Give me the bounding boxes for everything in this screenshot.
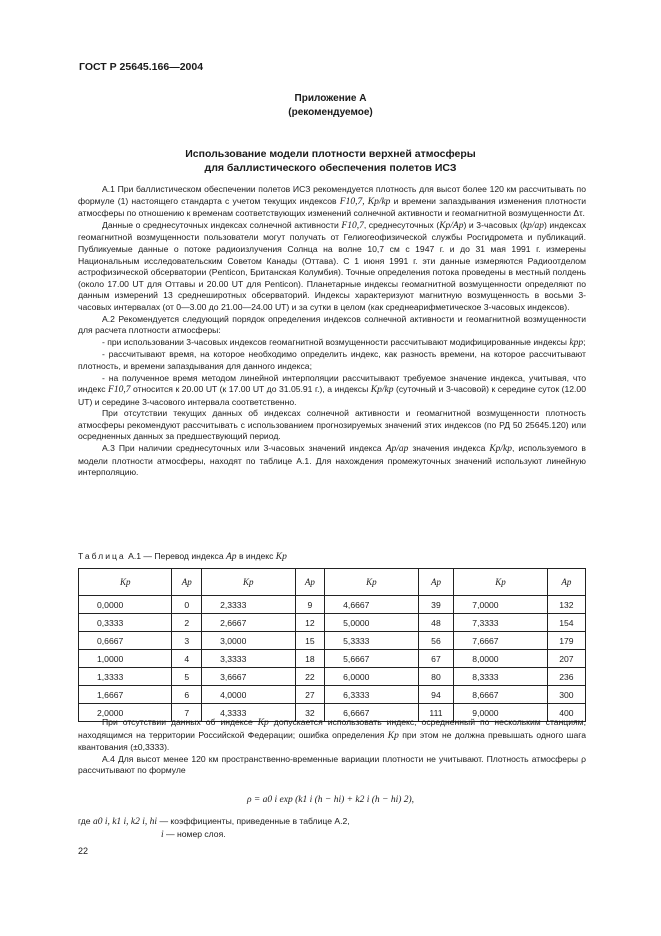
math-var: Kp/kp	[489, 444, 513, 455]
table-row	[79, 614, 586, 632]
paragraph-a1-1	[78, 184, 586, 220]
table-cell: 2,3333	[202, 596, 295, 614]
math-var: Kp	[275, 552, 287, 562]
math-var: kpp	[569, 337, 584, 348]
math-var: F10,7	[341, 220, 364, 231]
math-var: Ap/ap	[385, 444, 409, 455]
table-cell: 0,0000	[79, 596, 172, 614]
column-header: Ap	[295, 569, 325, 596]
table-cell: 94	[418, 686, 454, 704]
table-cell: 6,6667	[325, 704, 418, 722]
table-cell: 1,0000	[79, 650, 172, 668]
legend-line-2	[78, 828, 350, 841]
conversion-table	[78, 568, 586, 722]
caption-prefix: Таблица	[78, 551, 126, 561]
table-cell: 15	[295, 632, 325, 650]
table-cell: 4,0000	[202, 686, 295, 704]
table-cell: 7,0000	[454, 596, 547, 614]
text-span: - при использовании 3-часовых индексов геомагнитной возмущенности рассчитывают модифицированные индексы	[102, 336, 570, 347]
table-cell: 3,6667	[202, 668, 295, 686]
math-var: Kp/Ap	[439, 220, 464, 231]
text-span: — номер слоя.	[163, 829, 226, 839]
table-cell: 300	[547, 686, 585, 704]
table-cell: 27	[295, 686, 325, 704]
table-cell: 3,3333	[202, 650, 295, 668]
table-cell: 5,6667	[325, 650, 418, 668]
page-number: 22	[78, 846, 89, 856]
text-span: значения индекса	[408, 443, 490, 454]
table-cell: 4,6667	[325, 596, 418, 614]
table-cell: 3,0000	[202, 632, 295, 650]
math-var: Kp	[387, 730, 399, 741]
text-span: относится к 20.00 UT (к 17.00 UT до 31.05.91 г.), а индексы	[130, 384, 371, 395]
formula-legend	[78, 815, 350, 841]
table-cell: 7	[172, 704, 202, 722]
table-cell: 5,3333	[325, 632, 418, 650]
text-span: , используемого в модели плотности атмосферы, находят по таблице А.1. Для нахождения промежуточных значений используют линейную интерполяцию.	[78, 443, 587, 478]
text-span: , среднесуточных (	[363, 219, 440, 230]
table-cell: 2	[172, 614, 202, 632]
paragraph-a2-1: А.2 Рекомендуется следующий порядок определения индексов солнечной активности и геомагнитной возмущенности для расчета плотности атмосферы:	[78, 313, 586, 336]
text-span: в индекс	[236, 551, 276, 561]
table-cell: 2,0000	[79, 704, 172, 722]
table-cell: 207	[547, 650, 585, 668]
math-var: i	[161, 830, 164, 840]
text-span: (суточный и 3-часовой) к середине суток (12.00 UT) и середине 3-часового интервала соответственно.	[78, 384, 586, 407]
appendix-label: Приложение А	[294, 93, 367, 104]
paragraph-a2-4	[78, 373, 586, 409]
table-row	[79, 596, 586, 614]
paragraph-kp-missing	[78, 717, 586, 754]
table-cell: 6,3333	[325, 686, 418, 704]
math-var: Kp/kp	[370, 385, 394, 396]
text-span: А.1 При баллистическом обеспечении полетов ИСЗ рекомендуется плотность для высот более 120 км рассчитывать по формуле (1) настоящего стандарта с учетом текущих индексов	[78, 184, 586, 206]
table-cell: 0	[172, 596, 202, 614]
text-span: Данные о среднесуточных индексах солнечной активности	[102, 219, 342, 230]
table-cell: 9,0000	[454, 704, 547, 722]
text-span: допускается использовать индекс, осредненный по нескольким станциям, находящимся на территории Российской Федерации; ошибка определения	[78, 717, 586, 740]
table-cell: 5	[172, 668, 202, 686]
table-cell: 3	[172, 632, 202, 650]
table-cell: 67	[418, 650, 454, 668]
table-row	[79, 650, 586, 668]
appendix-title	[0, 147, 661, 175]
table-cell: 132	[547, 596, 585, 614]
table-cell: 236	[547, 668, 585, 686]
column-header: Kp	[202, 569, 295, 596]
table-cell: 179	[547, 632, 585, 650]
math-var: F10,7	[108, 385, 131, 396]
legend-line-1	[78, 815, 350, 828]
appendix-heading	[0, 92, 661, 120]
column-header: Ap	[547, 569, 585, 596]
paragraph-a2-3: - рассчитывают время, на которое необходимо определить индекс, как разность времени, на которое рассчитывают плотность, и времени запаздывания для данного индекса;	[78, 349, 586, 371]
text-span: ) и 3-часовых (	[463, 219, 523, 230]
table-cell: 2,6667	[202, 614, 295, 632]
table-cell: 5,0000	[325, 614, 418, 632]
text-span: при этом не должна превышать одного шага квантования (±0,3333).	[78, 729, 586, 753]
column-header: Kp	[325, 569, 418, 596]
text-span: - на полученное время методом линейной интерполяции рассчитывают требуемое значение индекса, учитывая, что индекс	[78, 372, 586, 395]
column-header: Ap	[172, 569, 202, 596]
column-header: Kp	[79, 569, 172, 596]
paragraph-a4: А.4 Для высот менее 120 км пространственно-временные вариации плотности не учитывают. Плотность атмосферы ρ рассчитывают по формуле	[78, 753, 586, 776]
paragraph-a1-2	[78, 220, 586, 314]
table-row	[79, 686, 586, 704]
text-span: При отсутствии данных об индексе	[102, 717, 258, 727]
title-line-1: Использование модели плотности верхней атмосферы	[185, 148, 476, 160]
body-text	[78, 184, 586, 479]
text-span: А.3 При наличии среднесуточных или 3-часовых значений индекса	[102, 443, 386, 454]
table-cell: 32	[295, 704, 325, 722]
table-cell: 56	[418, 632, 454, 650]
text-span: А.1 — Перевод индекса	[125, 551, 226, 561]
table-cell: 39	[418, 596, 454, 614]
table-cell: 6,0000	[325, 668, 418, 686]
table-cell: 4	[172, 650, 202, 668]
table-cell: 8,6667	[454, 686, 547, 704]
after-table-text	[78, 717, 586, 777]
table-cell: 111	[418, 704, 454, 722]
column-header: Kp	[454, 569, 547, 596]
table-cell: 22	[295, 668, 325, 686]
text-span: ;	[583, 336, 586, 347]
table-cell: 0,3333	[79, 614, 172, 632]
math-var: Ap	[226, 552, 237, 562]
table-cell: 1,6667	[79, 686, 172, 704]
table-cell: 8,3333	[454, 668, 547, 686]
table-caption	[78, 551, 287, 562]
table-cell: 9	[295, 596, 325, 614]
table-cell: 4,3333	[202, 704, 295, 722]
table-cell: 8,0000	[454, 650, 547, 668]
paragraph-a2-2	[78, 337, 586, 350]
column-header: Ap	[418, 569, 454, 596]
text-span: ) индексах геомагнитной возмущенности пользователи могут получать от Гелиогеофизической службы Росгидромета и публикаций. Публикуемые данные о потоке радиоизлучения Солнца на волне 10,7 см с 1947 г. и до 31 мая 1991 г. измерены Национальным исследовательским Советом Канады (Оттава). С 1 июня 1991 г. эти данные измеряются Радиоотделом астрофизической обсерватории (Penticon, Британская Колумбия). Точные определения потока проведены в местный полдень (около 17.00 UT для Оттавы и 20.00 UT для Penticon). Планетарные индексы геомагнитной возмущенности определяют по данным измерений 13 среднеширотных обсерваторий. Индексы характеризуют магнитную возмущенность в восьми 3-часовых интервалах (от 0—3.00 до 21.00—24.00 UT) и за сутки в целом (как среднеарифметическое 3-часовых индексов).	[78, 219, 587, 312]
table-cell: 400	[547, 704, 585, 722]
standard-header: ГОСТ Р 25645.166—2004	[79, 61, 204, 73]
table-cell: 0,6667	[79, 632, 172, 650]
paragraph-a3	[78, 443, 586, 479]
math-var: kp/ap	[522, 220, 544, 231]
table-header-row	[79, 569, 586, 596]
text-span: и времени запаздывания изменения плотности атмосферы по отношению к временам соответствующих изменений солнечной активности и геомагнитной возмущенности Δτ.	[78, 195, 586, 219]
table-cell: 7,3333	[454, 614, 547, 632]
density-formula	[0, 795, 661, 805]
text-span: — коэффициенты, приведенные в таблице А.2,	[157, 816, 350, 826]
table-cell: 18	[295, 650, 325, 668]
table-cell: 48	[418, 614, 454, 632]
title-line-2: для баллистического обеспечения полетов ИСЗ	[204, 162, 457, 174]
table-cell: 12	[295, 614, 325, 632]
table-body	[79, 596, 586, 722]
table-cell: 1,3333	[79, 668, 172, 686]
table-cell: 6	[172, 686, 202, 704]
table-row	[79, 668, 586, 686]
math-var: a0 i, k1 i, k2 i, hi	[92, 817, 158, 827]
text-span: где	[78, 816, 93, 826]
formula-text: ρ = a0 i exp (k1 i (h − hi) + k2 i (h − hi) 2),	[246, 795, 415, 805]
paragraph-a2-5: При отсутствии текущих данных об индексах солнечной активности и геомагнитной возмущенности плотность атмосферы рекомендуют рассчитывать с использованием прогнозируемых значений этих индексов (по РД 50 25645.120) или осредненных данных за предшествующий период.	[78, 408, 586, 442]
math-var: F10,7, Kp/kp	[339, 196, 391, 207]
appendix-status: (рекомендуемое)	[288, 107, 373, 118]
table-cell: 154	[547, 614, 585, 632]
table-cell: 7,6667	[454, 632, 547, 650]
table-row	[79, 632, 586, 650]
table-cell: 80	[418, 668, 454, 686]
math-var: Kp	[257, 718, 269, 728]
